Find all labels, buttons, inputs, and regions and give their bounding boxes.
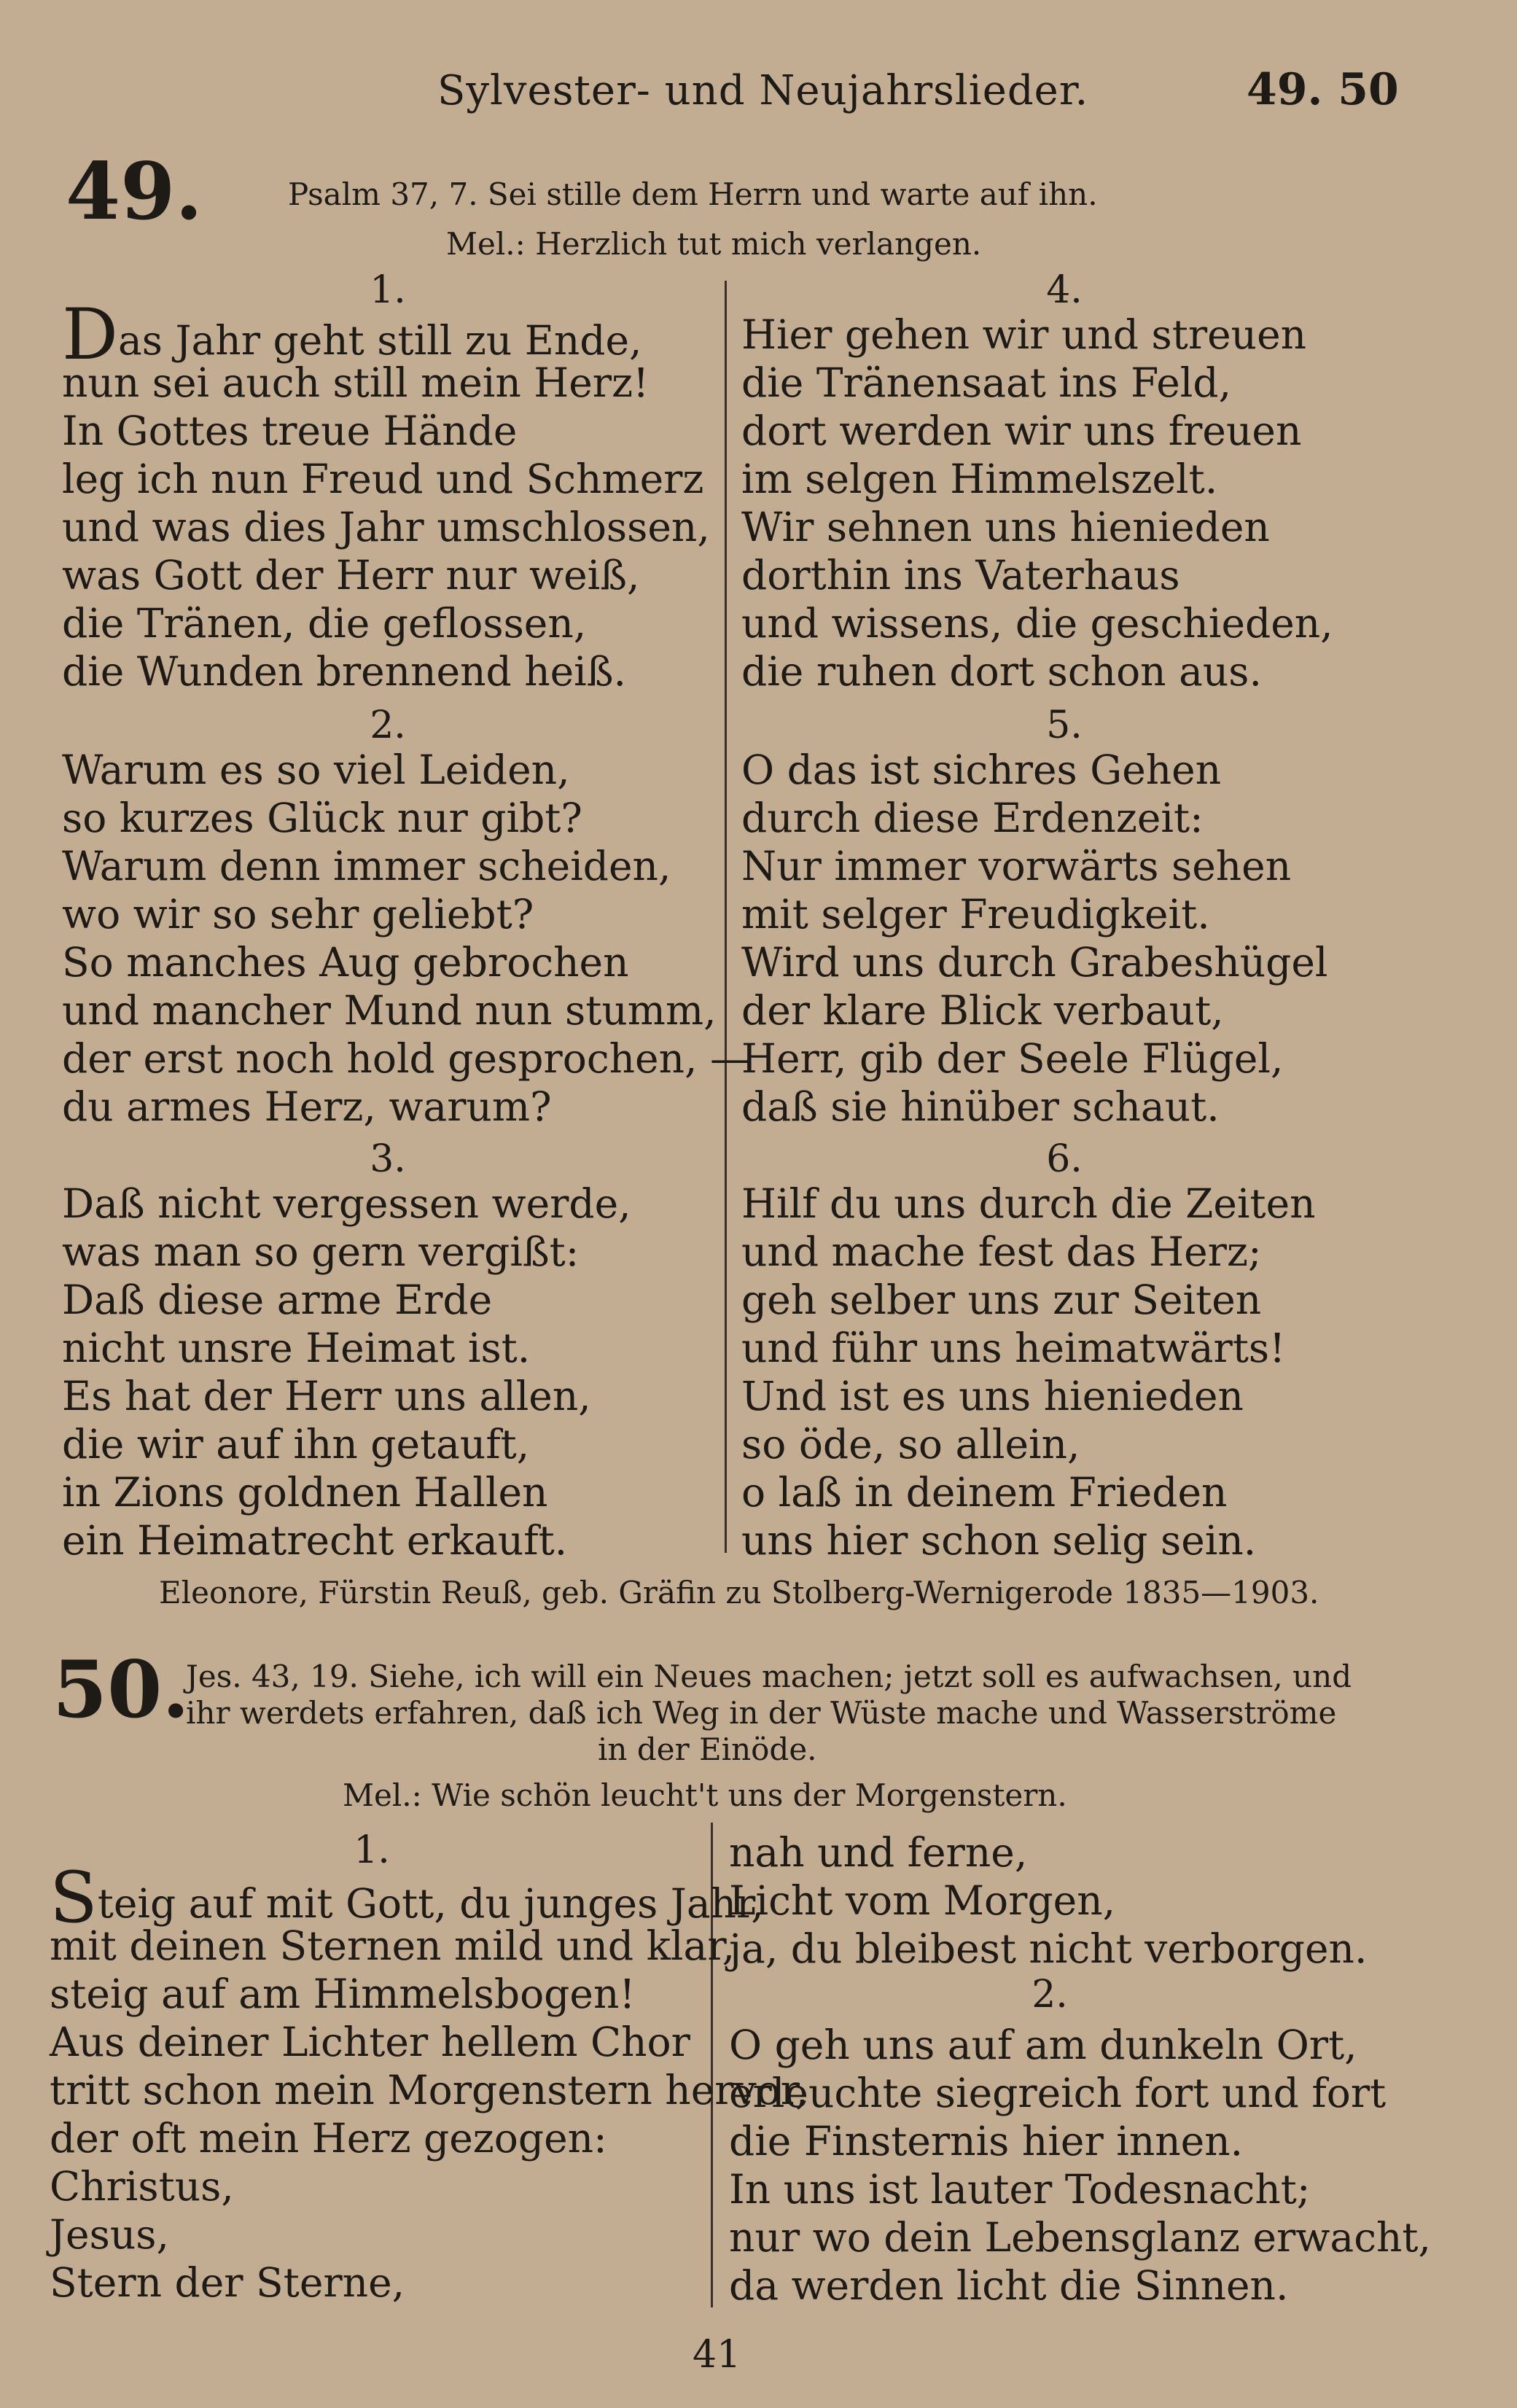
hymn-50-left-line-2: mit deinen Sternen mild und klar, [50, 1922, 736, 1969]
verse-2-line-8: du armes Herz, warum? [62, 1083, 552, 1130]
verse-1-line-1 [62, 294, 642, 375]
verse-2-line-5: So manches Aug gebrochen [62, 939, 629, 986]
verse-3-line-7: in Zions goldnen Hallen [62, 1469, 548, 1516]
hymn-50-scripture-line-2: ihr werdets erfahren, daß ich Weg in der Wüste mache und Wasserströme [186, 1695, 1337, 1731]
verse-5-line-7: Herr, gib der Seele Flügel, [741, 1035, 1284, 1082]
hymn-49-number: 49. [66, 146, 203, 238]
verse-number-4: 4. [1046, 268, 1083, 312]
verse-number-2: 2. [370, 704, 406, 747]
verse-3-line-2: was man so gern vergißt: [62, 1228, 580, 1275]
hymn-50-left-line-9: Stern der Sterne, [50, 2259, 405, 2306]
verse-number-1: 1. [370, 268, 406, 312]
running-header-numbers: 49. 50 [1247, 64, 1399, 115]
verse-1-line-3: In Gottes treue Hände [62, 408, 518, 454]
verse-6-line-3: geh selber uns zur Seiten [741, 1277, 1262, 1323]
verse-4-line-1: Hier gehen wir und streuen [741, 311, 1307, 358]
verse-number-3: 3. [370, 1137, 406, 1181]
hymn-50-left-line-6: der oft mein Herz gezogen: [50, 2115, 607, 2162]
hymn-49-scripture: Psalm 37, 7. Sei stille dem Herrn und warte auf ihn. [288, 176, 1098, 212]
verse-3-line-6: die wir auf ihn getauft, [62, 1421, 530, 1468]
hymn-50-scripture-line-1: Jes. 43, 19. Siehe, ich will ein Neues machen; jetzt soll es aufwachsen, und [186, 1659, 1352, 1694]
hymn-50-scripture-line-3: in der Einöde. [598, 1731, 817, 1767]
drop-cap-initial: D [62, 294, 118, 375]
verse-4-line-6: dorthin ins Vaterhaus [741, 552, 1180, 599]
hymn-49-melody: Mel.: Herzlich tut mich verlangen. [446, 226, 982, 262]
hymn-50-right-verse2-line-5: nur wo dein Lebensglanz erwacht, [729, 2214, 1432, 2261]
verse-6-line-6: so öde, so allein, [741, 1421, 1080, 1468]
verse-5-line-1: O das ist sichres Gehen [741, 747, 1222, 793]
verse-number-50-2: 2. [1032, 1973, 1068, 2017]
column-divider-49 [725, 281, 727, 1553]
verse-2-line-2: so kurzes Glück nur gibt? [62, 795, 582, 841]
verse-4-line-8: die ruhen dort schon aus. [741, 648, 1263, 695]
running-header-title: Sylvester- und Neujahrslieder. [437, 67, 1089, 114]
verse-5-line-5: Wird uns durch Grabeshügel [741, 939, 1328, 986]
verse-6-line-2: und mache fest das Herz; [741, 1228, 1262, 1275]
verse-6-line-5: Und ist es uns hienieden [741, 1373, 1244, 1419]
verse-2-line-4: wo wir so sehr geliebt? [62, 891, 534, 938]
verse-number-5: 5. [1046, 704, 1083, 747]
hymn-50-left-line-7: Christus, [50, 2163, 234, 2210]
hymn-50-left-line-5: tritt schon mein Morgenstern hervor, [50, 2067, 808, 2113]
first-line-rest: teig auf mit Gott, du junges Jahr, [97, 1880, 764, 1927]
hymn-50-right-verse2-line-4: In uns ist lauter Todesnacht; [729, 2166, 1311, 2213]
verse-2-line-7: der erst noch hold gesprochen, — [62, 1035, 750, 1082]
verse-6-line-7: o laß in deinem Frieden [741, 1469, 1228, 1516]
verse-3-line-5: Es hat der Herr uns allen, [62, 1373, 591, 1419]
verse-5-line-6: der klare Blick verbaut, [741, 987, 1224, 1034]
verse-2-line-6: und mancher Mund nun stumm, [62, 987, 717, 1034]
verse-4-line-7: und wissens, die geschieden, [741, 600, 1333, 647]
verse-1-line-6: was Gott der Herr nur weiß, [62, 552, 640, 599]
verse-3-line-1: Daß nicht vergessen werde, [62, 1180, 631, 1227]
verse-number-50-1: 1. [354, 1828, 390, 1872]
verse-6-line-8: uns hier schon selig sein. [741, 1517, 1257, 1564]
page-number: 41 [693, 2333, 741, 2377]
verse-4-line-4: im selgen Himmelszelt. [741, 456, 1218, 502]
hymn-50-right-line-3: ja, du bleibest nicht verborgen. [729, 1925, 1368, 1972]
verse-3-line-3: Daß diese arme Erde [62, 1277, 493, 1323]
verse-2-line-3: Warum denn immer scheiden, [62, 843, 671, 889]
verse-1-line-7: die Tränen, die geflossen, [62, 600, 587, 647]
verse-6-line-1: Hilf du uns durch die Zeiten [741, 1180, 1316, 1227]
verse-5-line-3: Nur immer vorwärts sehen [741, 843, 1292, 889]
verse-1-line-2: nun sei auch still mein Herz! [62, 359, 650, 406]
hymn-49-author: Eleonore, Fürstin Reuß, geb. Gräfin zu Stolberg-Wernigerode 1835—1903. [159, 1575, 1319, 1610]
hymn-50-right-verse2-line-2: erleuchte siegreich fort und fort [729, 2070, 1387, 2116]
verse-5-line-4: mit selger Freudigkeit. [741, 891, 1210, 938]
verse-1-line-5: und was dies Jahr umschlossen, [62, 504, 710, 550]
hymn-50-number: 50. [52, 1644, 190, 1736]
verse-4-line-3: dort werden wir uns freuen [741, 408, 1302, 454]
verse-1-line-4: leg ich nun Freud und Schmerz [62, 456, 704, 502]
verse-2-line-1: Warum es so viel Leiden, [62, 747, 570, 793]
hymn-50-left-line-1 [50, 1857, 764, 1939]
hymn-50-left-line-4: Aus deiner Lichter hellem Chor [50, 2019, 690, 2065]
verse-4-line-2: die Tränensaat ins Feld, [741, 359, 1232, 406]
hymn-50-left-line-3: steig auf am Himmelsbogen! [50, 1971, 636, 2017]
hymn-50-right-line-1: nah und ferne, [729, 1829, 1028, 1876]
verse-5-line-8: daß sie hinüber schaut. [741, 1083, 1220, 1130]
hymn-50-left-line-8: Jesus, [50, 2211, 169, 2258]
verse-4-line-5: Wir sehnen uns hienieden [741, 504, 1270, 550]
hymn-50-right-verse2-line-1: O geh uns auf am dunkeln Ort, [729, 2022, 1357, 2068]
verse-1-line-8: die Wunden brennend heiß. [62, 648, 626, 695]
verse-3-line-8: ein Heimatrecht erkauft. [62, 1517, 568, 1564]
first-line-rest: as Jahr geht still zu Ende, [117, 317, 642, 364]
drop-cap-initial: S [50, 1857, 98, 1939]
hymn-50-right-verse2-line-6: da werden licht die Sinnen. [729, 2262, 1289, 2309]
verse-3-line-4: nicht unsre Heimat ist. [62, 1325, 531, 1371]
hymn-50-right-verse2-line-3: die Finsternis hier innen. [729, 2118, 1244, 2165]
hymn-50-melody: Mel.: Wie schön leucht't uns der Morgenstern. [343, 1777, 1067, 1813]
verse-6-line-4: und führ uns heimatwärts! [741, 1325, 1286, 1371]
verse-number-6: 6. [1046, 1137, 1083, 1181]
hymn-50-right-line-2: Licht vom Morgen, [729, 1877, 1116, 1924]
verse-5-line-2: durch diese Erdenzeit: [741, 795, 1204, 841]
